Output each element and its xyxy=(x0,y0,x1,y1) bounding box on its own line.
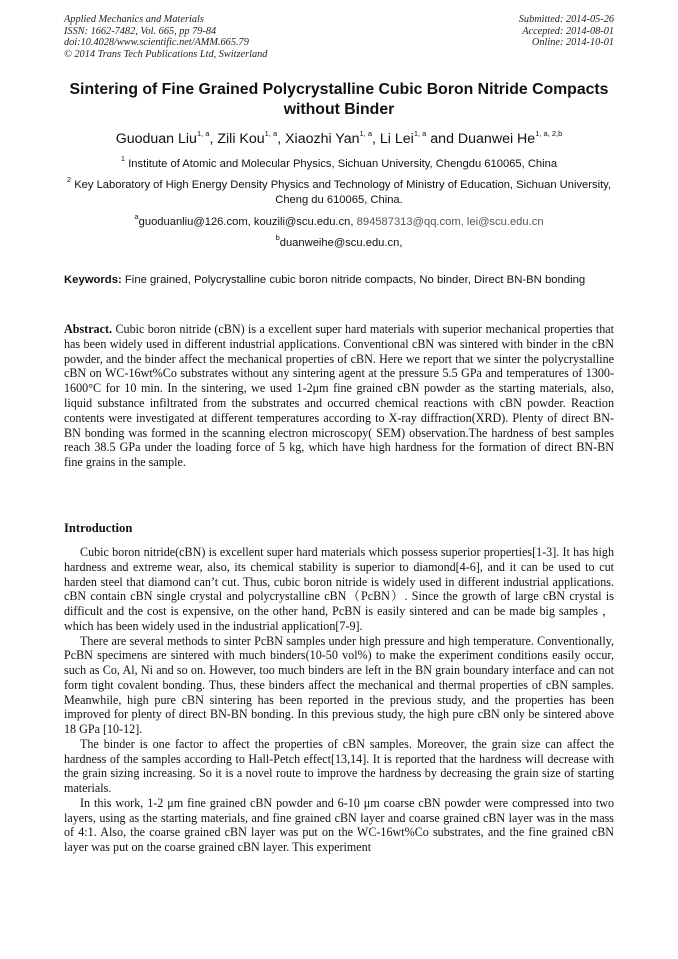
email-a-sup: a xyxy=(134,212,139,222)
accepted-date: Accepted: 2014-08-01 xyxy=(522,25,614,37)
author-sup: 1, a xyxy=(359,129,373,139)
affiliation-2 xyxy=(64,175,614,207)
paragraph: Cubic boron nitride(cBN) is excellent super hard materials which possess superior properties[1-3]. It has high hardness and extreme wear, also, its chemical stability is superior to diamond[4-6], and it can be used to cut harden steel that diamond can’t cut. Thus, cubic boron nitride is widely used in different industrial applications. cBN contain cBN single crystal and polycrystalline cBN（PcBN）. Since the growth of large cBN crystal is difficult and the cost is expensive, on the other hand, PcBN is easily sintered and can be made big samples ，which has been widely used in the industrial application[7-9]. xyxy=(64,545,614,633)
email-b-text: duanweihe@scu.edu.cn, xyxy=(279,237,403,249)
affiliation-1-sup: 1 xyxy=(120,154,126,164)
affiliation-2-text: Key Laboratory of High Energy Density Physics and Technology of Ministry of Education, Sichuan University, Cheng du 610065, China. xyxy=(74,179,612,206)
keywords-text: Fine grained, Polycrystalline cubic boron nitride compacts, No binder, Direct BN-BN bonding xyxy=(124,274,586,286)
email-line-a xyxy=(64,212,614,230)
email-line-b xyxy=(64,233,614,251)
issn-line: ISSN: 1662-7482, Vol. 665, pp 79-84 xyxy=(64,25,217,37)
introduction-heading: Introduction xyxy=(64,521,133,535)
introduction-body xyxy=(64,545,614,855)
abstract-label: Abstract. xyxy=(64,322,113,336)
email-a-primary: guoduanliu@126.com, kouzili@scu.edu.cn, xyxy=(138,216,357,228)
author-name: Zili Kou xyxy=(217,131,265,147)
author-sup: 1, a xyxy=(413,129,427,139)
email-b-sup: b xyxy=(275,233,280,243)
affiliation-2-sup: 2 xyxy=(66,175,72,185)
author-name: Li Lei xyxy=(379,131,414,147)
affiliation-1-text: Institute of Atomic and Molecular Physics, Sichuan University, Chengdu 610065, China xyxy=(128,158,558,170)
author-sup: 1, a, 2,b xyxy=(535,129,563,139)
author-name: Duanwei He xyxy=(457,131,536,147)
author-sep: and xyxy=(426,131,458,147)
paragraph: The binder is one factor to affect the properties of cBN samples. Moreover, the grain size can affect the hardness of the samples according to Hall-Petch effect[13,14]. It is reported that the hardness will decrease with the grain sizing increasing. So it is a novel route to improve the hardness by decreasing the grain size of starting materials. xyxy=(64,736,614,795)
abstract-block xyxy=(64,322,614,470)
affiliation-1 xyxy=(64,154,614,172)
online-date: Online: 2014-10-01 xyxy=(531,37,614,49)
email-a-secondary: 894587313@qq.com, lei@scu.edu.cn xyxy=(356,216,544,228)
journal-name: Applied Mechanics and Materials xyxy=(64,14,204,25)
author-list xyxy=(40,130,638,148)
dates-header xyxy=(519,14,614,49)
author-sep: , xyxy=(209,131,218,147)
abstract-text: Cubic boron nitride (cBN) is a excellent super hard materials with superior mechanical properties that has been widely used in different industrial applications. Conventional cBN was sintered with binder in the cBN powder, and the binder affect the mechanical properties of cBN. Here we report that we sinter the polycrystalline cBN on WC-16wt%Co substrates without any sintering agent at the pressure 5.5 GPa and temperatures of 1300-1600°C for 10 min. In the sintering, we used 1-2μm fine grained cBN powder as the starting materials, also, liquid substance infiltrated from the substrates and occurred chemical reactions with cBN powder. Reaction contents were investigated at different temperatures according to X-ray diffraction(XRD). Plenty of direct BN-BN bonding was formed in the scanning electron microscopy( SEM) observation.The hardness of best samples reach 38.5 GPa under the loading force of 5 kg, which have high hardness for the formation of direct BN-BN fine grains in the sample. xyxy=(64,322,614,470)
keywords-label: Keywords: xyxy=(64,274,122,286)
paper-title: Sintering of Fine Grained Polycrystalline Cubic Boron Nitride Compacts without Binder xyxy=(69,81,609,118)
author-sup: 1, a xyxy=(264,129,278,139)
keywords-block xyxy=(64,273,614,288)
author-name: Xiaozhi Yan xyxy=(285,131,360,147)
author-sep: , xyxy=(372,131,380,147)
doi-line: doi:10.4028/www.scientific.net/AMM.665.79 xyxy=(64,37,249,49)
copyright-line: © 2014 Trans Tech Publications Ltd, Switzerland xyxy=(64,48,268,60)
author-name: Guoduan Liu xyxy=(115,131,197,147)
submitted-date: Submitted: 2014-05-26 xyxy=(518,14,614,25)
journal-header xyxy=(64,14,267,60)
paragraph: In this work, 1-2 μm fine grained cBN powder and 6-10 μm coarse cBN powder were compressed into two layers, using as the starting materials, and fine grained cBN layer and coarse grained cBN layer was in the mass of 4:1. Also, the coarse grained cBN layer was put on the WC-16wt%Co substrates, and the fine grained cBN layer was put on the coarse grained cBN layer. This experiment xyxy=(64,795,614,854)
author-sep: , xyxy=(277,131,286,147)
paragraph: There are several methods to sinter PcBN samples under high pressure and high temperature. Conventionally, PcBN specimens are sintered with much binders(10-50 vol%) to make the experiment conditions easily occur, such as Co, Al, Ni and so on. However, too much binders are left in the BN grain boundary interface and can not form tight covalent bonding. Thus, these binders affect the mechanical and thermal properties of cBN samples. Meanwhile, high pure cBN sintering has been reported in the previous study, and the properties has been improved for plenty of direct BN-BN bonding. In this previous study, the high pure cBN only be sintered above 18 GPa [10-12]. xyxy=(64,633,614,736)
author-sup: 1, a xyxy=(196,129,210,139)
